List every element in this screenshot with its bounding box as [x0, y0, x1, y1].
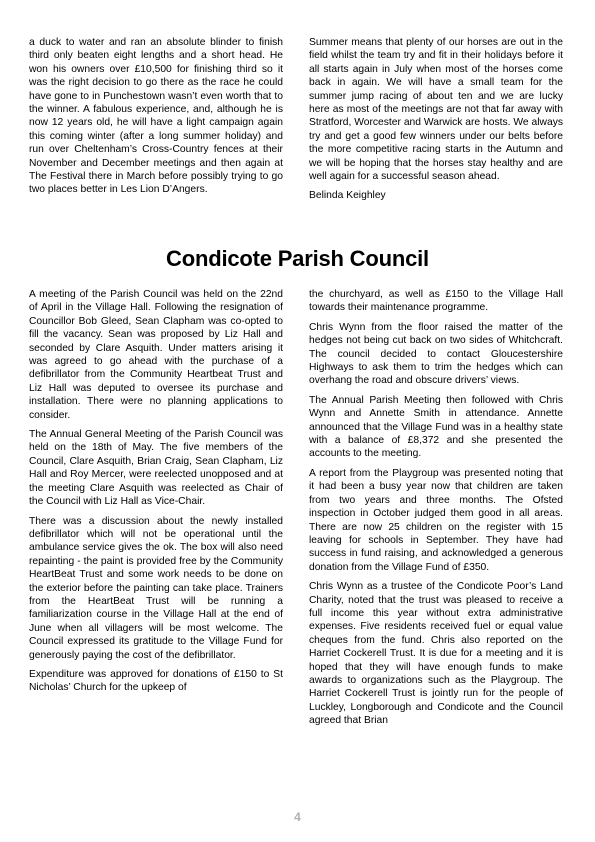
article-paragraph: The Annual General Meeting of the Parish Council was held on the 18th of May. The five members of the Council, Clare Asquith, Brian Craig, Sean Clapham, Liz Hall and Roy Mercer, were reelected unopposed and at the meeting Clare Asquith was reelected as Chair of the Council with Liz Hall as Vice-Chair.	[29, 429, 283, 508]
article-paragraph: a duck to water and ran an absolute blinder to finish third only beaten eight lengths and a short head. He won his owners over £10,500 for finishing third so it was the right decision to go there as the race he could have gone to in Punchestown wasn’t even worth that to the winner. A fabulous experience, and, although he is now 12 years old, he will have a light campaign again this coming winter (after a long summer holiday) and run over Cheltenham’s Cross-Country fences at their November and December meetings and then again at The Festival there in March before possibly trying to go two places better in Les Lion D’Angers.	[29, 37, 283, 196]
parish-article-right-column	[309, 288, 563, 728]
racing-article-left-column	[29, 36, 283, 197]
section-heading: Condicote Parish Council	[166, 246, 429, 271]
author-signature: Belinda Keighley	[309, 190, 386, 202]
article-paragraph: Expenditure was approved for donations of £150 to St Nicholas’ Church for the upkeep of	[29, 668, 283, 694]
article-paragraph: A meeting of the Parish Council was held on the 22nd of April in the Village Hall. Following the resignation of Councillor Bob Gleed, Sean Clapham was co-opted to fill the vacancy. Sean was proposed by Liz Hall and seconded by Clare Asquith. Under matters arising it was agreed to go ahead with the purchase of a defibrillator from the Community Heartbeat Trust and Liz Hall was deputed to oversee its purchase and installation. There were no planning applications to consider.	[29, 289, 283, 421]
article-paragraph: There was a discussion about the newly installed defibrillator which will not be operational until the ambulance service gives the ok. The box will also need repainting - the paint is provided free by the Community HeartBeat Trust and some work needs to be done on the exterior before the painting can take place. Trainers from the HeartBeat Trust will be running a familiarization course in the Village Hall at the end of June when all villagers will be most welcome. The Council expressed its gratitude to the Village Fund for generously paying the cost of the defibrillator.	[29, 515, 283, 661]
parish-article-left-column	[29, 288, 283, 695]
racing-article-right-column	[309, 36, 563, 203]
article-paragraph: Chris Wynn from the floor raised the matter of the hedges not being cut back on two sides of Whitchcraft. The council decided to contact Gloucestershire Highways to ask them to trim the hedges which can overhang the road and obscure drivers’ views.	[309, 321, 563, 387]
article-paragraph: The Annual Parish Meeting then followed with Chris Wynn and Annette Smith in attendance. Annette announced that the Village Fund was in a healthy state with a balance of £8,372 and she presented the accounts to the meeting.	[309, 394, 563, 460]
article-paragraph: A report from the Playgroup was presented noting that it had been a busy year now that children are taken from two years and three months. The Ofsted inspection in October judged them good in all areas. There are now 25 children on the register with 15 leaving for schools in September. They have had success in fund raising, and acknowledged a generous donation from the Village Fund of £350.	[309, 467, 563, 573]
article-paragraph: the churchyard, as well as £150 to the Village Hall towards their maintenance programme.	[309, 289, 563, 314]
article-paragraph: Chris Wynn as a trustee of the Condicote Poor’s Land Charity, noted that the trust was pleased to receive a full income this year without extra administrative expenses. Five residents received fuel or equal value cheques from the fund. Chris also reported on the Harriet Cockerell Trust. It is due for a meeting and it is hoped that they will have enough funds to make awards to organizations such as the Playgroup. The Harriet Cockerell Trust is jointly run for the people of Luckley, Longborough and Condicote and the Council agreed that Brian	[309, 581, 563, 727]
page-number: 4	[294, 810, 301, 824]
article-paragraph: Summer means that plenty of our horses are out in the field whilst the team try and fit in their holidays before it all starts again in July when most of the horses come back in again. We will have a small team for the summer jump racing of about ten and we are lucky here as most of the meetings are not that far away with Stratford, Worcester and Warwick are hosts. We always try and get a good few winners under our belts before the more competitive racing starts in the Autumn and we will be hoping that the horses stay healthy and are well again for a successful season ahead.	[309, 37, 563, 183]
